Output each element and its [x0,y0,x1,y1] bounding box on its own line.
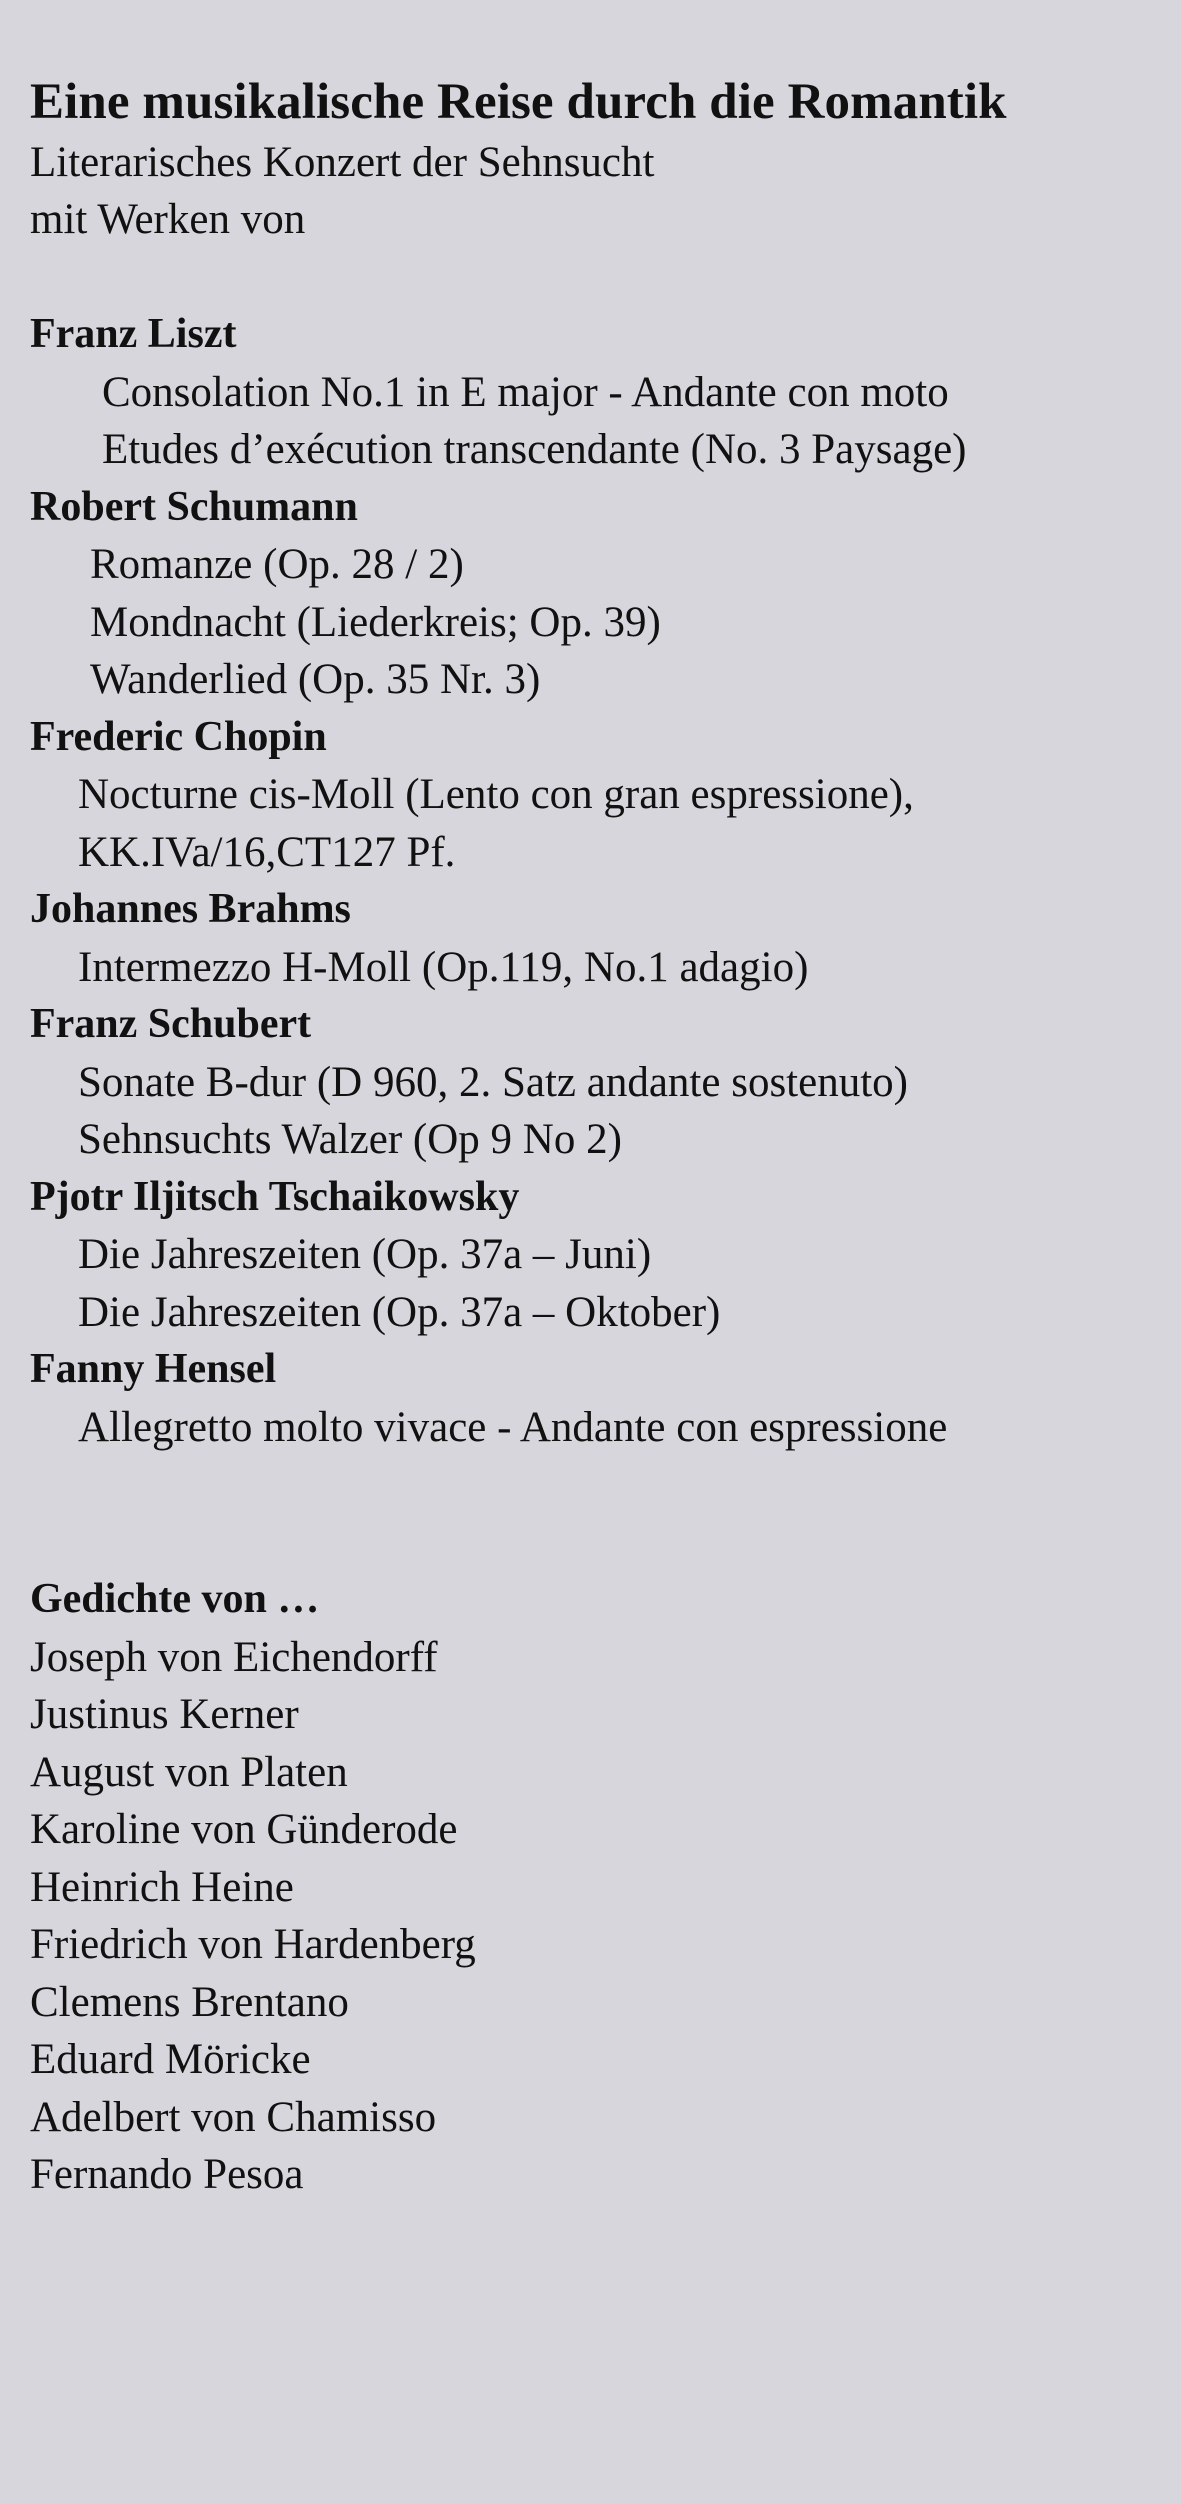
composer-name: Robert Schumann [30,483,358,530]
program-subtitle: Literarisches Konzert der Sehnsucht [30,139,655,186]
work-item: Die Jahreszeiten (Op. 37a – Oktober) [78,1288,721,1336]
composer-block [30,1341,1181,1456]
program-title: Eine musikalische Reise durch die Romantik [30,74,1007,130]
poet-item: Heinrich Heine [30,1863,294,1911]
poet-item: Justinus Kerner [30,1691,299,1738]
poet-list [30,1629,1181,2204]
work-item: Romanze (Op. 28 / 2) [90,541,464,588]
poet-item: Friedrich von Hardenberg [30,1921,476,1968]
composer-block [30,881,1181,996]
poet-item: Joseph von Eichendorff [30,1633,438,1681]
composer-name: Pjotr Iljitsch Tschaikowsky [30,1173,520,1220]
composer-block [30,996,1181,1169]
composer-name: Johannes Brahms [30,886,351,932]
work-item: Wanderlied (Op. 35 Nr. 3) [90,656,541,703]
work-item: Etudes d’exécution transcendante (No. 3 Paysage) [102,426,967,473]
work-item: Intermezzo H-Moll (Op.119, No.1 adagio) [78,943,809,991]
poet-item: Eduard Möricke [30,2036,311,2083]
program-intro: mit Werken von [30,196,306,243]
work-item: Sehnsuchts Walzer (Op 9 No 2) [78,1116,622,1163]
work-item: Sonate B-dur (D 960, 2. Satz andante sostenuto) [78,1058,908,1106]
poet-item: Karoline von Günderode [30,1806,458,1853]
work-item: Nocturne cis-Moll (Lento con gran espressione), [78,771,914,818]
work-item: Die Jahreszeiten (Op. 37a – Juni) [78,1231,652,1278]
work-item: Mondnacht (Liederkreis; Op. 39) [90,598,661,646]
poet-item: Fernando Pesoa [30,2151,304,2198]
work-item: Allegretto molto vivace - Andante con espressione [78,1403,948,1451]
composer-name: Frederic Chopin [30,713,327,760]
poet-item: Adelbert von Chamisso [30,2093,437,2141]
composer-block [30,709,1181,882]
poets-heading: Gedichte von … [30,1576,320,1622]
composer-list [30,306,1181,1456]
poet-item: Clemens Brentano [30,1978,349,2026]
composer-block [30,306,1181,479]
composer-name: Franz Schubert [30,1001,312,1047]
poet-item: August von Platen [30,1748,348,1796]
composer-name: Franz Liszt [30,311,237,357]
composer-name: Fanny Hensel [30,1346,277,1392]
composer-block [30,479,1181,709]
composer-block [30,1169,1181,1342]
work-item: Consolation No.1 in E major - Andante con moto [102,368,949,416]
work-item: KK.IVa/16,CT127 Pf. [78,828,456,876]
